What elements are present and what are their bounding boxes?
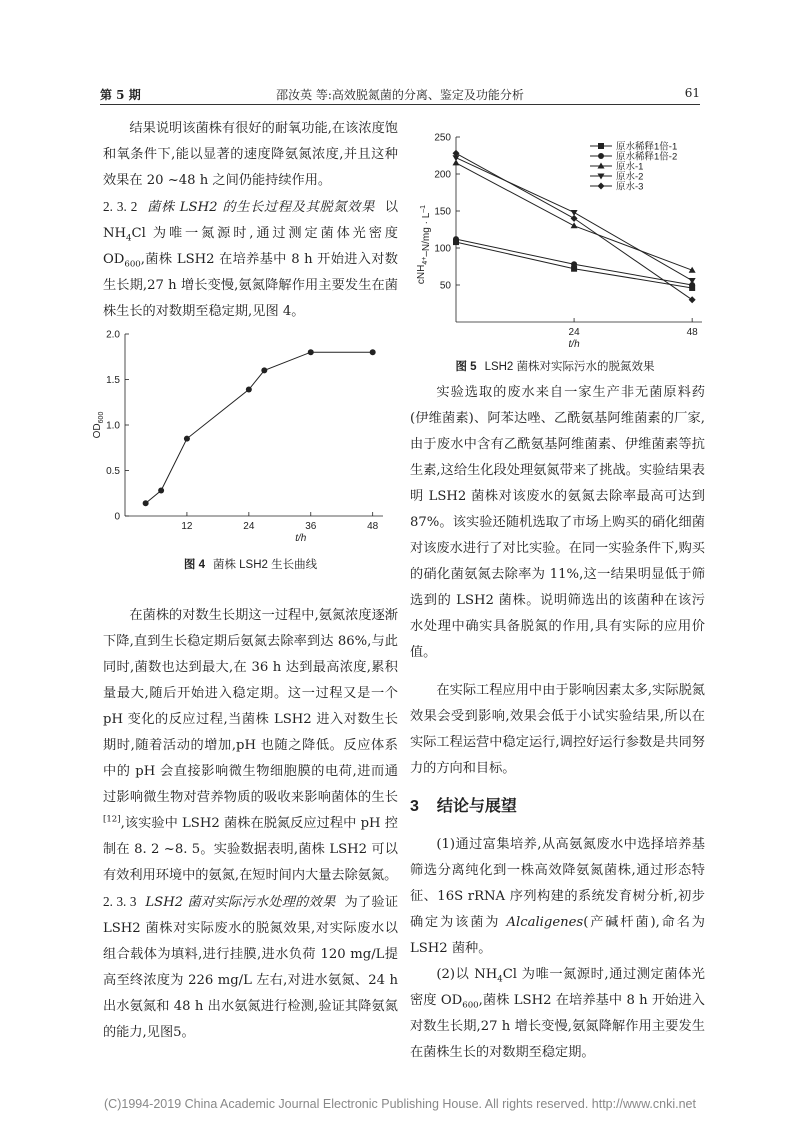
- y-tick-label: 0.5: [106, 466, 120, 477]
- x-axis-label: t/h: [295, 533, 307, 544]
- denitrification-chart: [400, 120, 710, 355]
- legend-marker: [598, 143, 604, 149]
- y-tick-label: 100: [434, 243, 451, 255]
- series-line: [146, 352, 373, 503]
- subsection-number: 2. 3. 3: [103, 894, 137, 909]
- section-3-heading: 3 结论与展望: [410, 798, 517, 815]
- legend-marker: [598, 183, 605, 190]
- y-tick-label: 2.0: [106, 329, 120, 341]
- right-column: [410, 380, 705, 1066]
- conclusion-1: (1)通过富集培养,从高氨氮废水中选择培养基筛选分离纯化到一株高效降氨氮菌株,通过形态特征、16S rRNA 序列构建的系统发育树分析,初步确定为该菌为 Alcaligenes(产碱杆菌),命名为 LSH2 菌种。: [410, 837, 705, 956]
- data-point: [689, 296, 696, 303]
- running-title: 邵汝英 等:高效脱氮菌的分离、鉴定及功能分析: [276, 88, 524, 102]
- section-2-3-2: 2. 3. 2 菌株 LSH2 的生长过程及其脱氮效果 以 $NH_4Cl$ 为唯一氮源时,通过测定菌体光密度 $OD_{600}$,菌株 LSH2 在培养基中 8 h 开始进入对数生长期,27 h 增长变慢,氨氮降解作用主要发生在菌株生长的对数期至稳定期,见图 4。: [103, 199, 399, 319]
- y-tick-label: 1.5: [106, 375, 120, 386]
- data-point: [571, 222, 578, 228]
- page-number: 61: [684, 86, 700, 100]
- issue-number: 第 5 期: [100, 88, 141, 102]
- y-axis-label: $cNH_4+-N/mg \cdot L^{-1}$: [416, 204, 432, 285]
- figure-5-caption: 图 5 LSH2 菌株对实际污水的脱氮效果: [455, 361, 655, 373]
- section-2-3-3: 2. 3. 3 LSH2 菌对实际污水处理的效果 为了验证 LSH2 菌株对实际废水的脱氮效果,对实际废水以组合载体为填料,进行挂膜,进水负荷 120 mg/L提高至终浓度为 226 mg/L 左右,对进水氨氮、24 h 出水氨氮和 48 h 出水氨氮进行检测,验证其降氨氮的能力,见图5。: [103, 894, 399, 1040]
- subsection-title: LSH2 菌对实际污水处理的效果: [145, 895, 336, 910]
- y-axis-label: $OD_{600}$: [92, 411, 105, 439]
- data-point: [158, 488, 164, 494]
- subsection-title: 菌株 LSH2 的生长过程及其脱氮效果: [147, 200, 376, 215]
- conclusion-2: (2)以 $NH_4Cl$ 为唯一氮源时,通过测定菌体光密度 $OD_{600}$,菌株 LSH2 在培养基中 8 h 开始进入对数生长期,27 h 增长变慢,氨氮降解作用主要发生在菌株生长的对数期至稳定期。: [410, 967, 705, 1060]
- data-point: [689, 278, 696, 284]
- legend-label: 原水稀释1倍-1: [616, 141, 678, 153]
- data-point: [370, 349, 376, 355]
- paragraph: 结果说明该菌株有很好的耐氧功能,在该浓度饱和氧条件下,能以显著的速度降氨氮浓度,并且这种效果在 20 ~48 h 之间仍能持续作用。: [103, 121, 398, 188]
- y-tick-label: 1.0: [106, 420, 120, 432]
- data-point: [571, 261, 577, 267]
- data-point: [571, 215, 578, 222]
- header-rule: [100, 104, 700, 105]
- x-tick-label: 24: [568, 327, 580, 338]
- citation-ref: [12]: [103, 814, 121, 825]
- figure-4-caption: 图 4 菌株 LSH2 生长曲线: [183, 559, 318, 571]
- copyright-footer: (C)1994-2019 China Academic Journal Electronic Publishing House. All rights reserved. http://www.cnki.net: [104, 1097, 696, 1111]
- x-axis-label: t/h: [568, 339, 580, 350]
- data-point: [308, 349, 314, 355]
- paragraph: 在菌株的对数生长期这一过程中,氨氮浓度逐渐下降,直到生长稳定期后氨氮去除率到达 86%,与此同时,菌数也达到最大,在 36 h 达到最高浓度,累积量最大,随后开始进入稳定期。这一过程又是一个 pH 变化的反应过程,当菌株 LSH2 进入对数生长期时,随着活动的增加,pH 也随之降低。反应体系中的 pH 会直接影响微生物细胞膜的电荷,进而通过影响微生物对营养物质的吸收来影响菌体的生长[12],该实验中 LSH2 菌株在脱氮反应过程中 pH 控制在 8. 2 ~8. 5。实验数据表明,菌株 LSH2 可以有效利用环境中的氨氮,在短时间内大量去除氨氮。: [103, 608, 398, 883]
- x-tick-label: 12: [181, 521, 193, 532]
- x-tick-label: 36: [305, 521, 317, 532]
- x-tick-label: 48: [686, 327, 698, 338]
- x-tick-label: 24: [243, 521, 255, 532]
- subsection-number: 2. 3. 2: [103, 199, 138, 214]
- page-header: [100, 86, 700, 106]
- y-tick-label: 150: [434, 206, 451, 218]
- y-tick-label: 250: [434, 132, 451, 144]
- genus-name: Alcaligenes: [506, 915, 584, 930]
- legend-label: 原水稀释1倍-2: [616, 151, 678, 163]
- legend-marker: [598, 153, 604, 159]
- legend-label: 原水-1: [616, 161, 644, 173]
- growth-curve-chart: [90, 318, 400, 558]
- figure-4: [90, 318, 400, 558]
- data-point: [143, 500, 149, 506]
- y-tick-label: 200: [434, 169, 451, 181]
- y-tick-label: 0: [114, 511, 120, 523]
- data-point: [246, 387, 252, 393]
- legend-label: 原水-2: [616, 171, 644, 183]
- paragraph: 实验选取的废水来自一家生产非无菌原料药(伊维菌素)、阿苯达唑、乙酰氨基阿维菌素的厂家,由于废水中含有乙酰氨基阿维菌素、伊维菌素等抗生素,这给生化段处理氨氮带来了挑战。实验结果表明 LSH2 菌株对该废水的氨氮去除率最高可达到 87%。该实验还随机选取了市场上购买的硝化细菌对该废水进行了对比实验。在同一实验条件下,购买的硝化菌氨氮去除率为 11%,这一结果明显低于筛选到的 LSH2 菌株。说明筛选出的该菌种在该污水处理中确实具备脱氮的作用,具有实际的应用价值。: [410, 385, 705, 660]
- data-point: [453, 236, 459, 242]
- data-point: [261, 367, 267, 373]
- data-point: [184, 436, 190, 442]
- paragraph: 在实际工程应用中由于影响因素太多,实际脱氮效果会受到影响,效果会低于小试实验结果,所以在实际工程运营中稳定运行,调控好运行参数是共同努力的方向和目标。: [410, 683, 705, 776]
- legend-label: 原水-3: [616, 181, 644, 193]
- figure-5: [400, 120, 710, 355]
- x-tick-label: 48: [367, 521, 379, 532]
- left-column: [103, 116, 398, 1046]
- y-tick-label: 50: [439, 280, 451, 292]
